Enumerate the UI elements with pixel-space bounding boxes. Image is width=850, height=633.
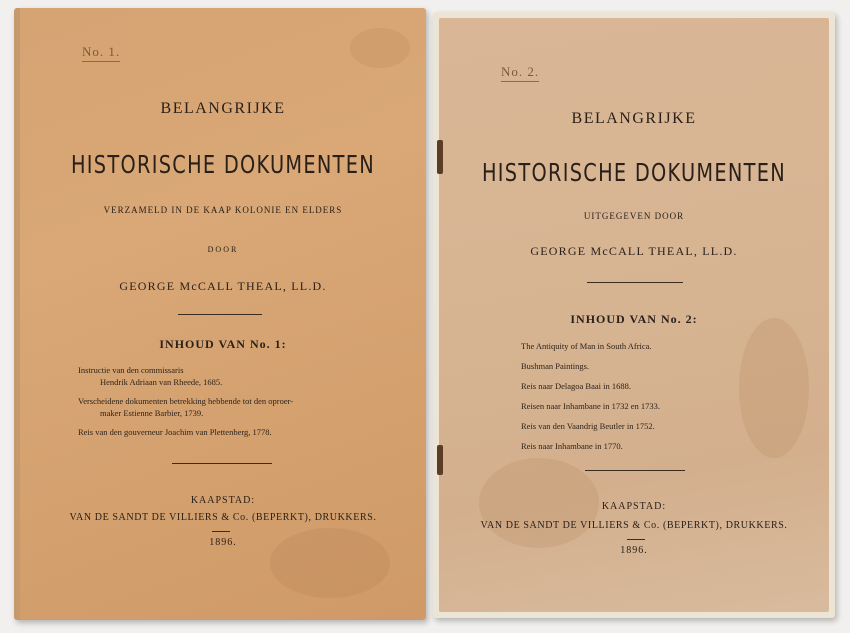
contents-list: [78, 364, 408, 445]
author: GEORGE McCALL THEAL, LL.D.: [530, 244, 738, 258]
place: KAAPSTAD:: [601, 501, 667, 512]
spine-tear: [437, 445, 443, 475]
year: 1896.: [209, 537, 237, 548]
list-item: Hendrik Adriaan van Rheede, 1685.: [100, 377, 223, 387]
author: GEORGE McCALL THEAL, LL.D.: [119, 279, 327, 293]
cover-paper: [439, 18, 829, 612]
divider: [627, 539, 645, 540]
year: 1896.: [620, 545, 648, 556]
subtitle: VERZAMELD IN DE KAAP KOLONIE EN ELDERS: [103, 205, 343, 215]
book-cover-no-2: [433, 12, 835, 618]
printer: VAN DE SANDT DE VILLIERS & Co. (BEPERKT), DRUKKERS.: [69, 512, 377, 523]
list-item: Reis van den Vaandrig Beutler in 1752.: [521, 421, 655, 431]
printer: VAN DE SANDT DE VILLIERS & Co. (BEPERKT), DRUKKERS.: [480, 520, 788, 531]
list-item: Instructie van den commissaris: [78, 365, 184, 375]
volume-number: No. 1.: [82, 44, 120, 62]
divider: [172, 463, 272, 464]
divider: [212, 531, 230, 532]
title-main: HISTORISCHE DOKUMENTEN: [481, 158, 787, 187]
divider: [585, 470, 685, 471]
stain: [350, 28, 410, 68]
title-main: HISTORISCHE DOKUMENTEN: [70, 150, 376, 179]
contents-list: [521, 340, 801, 460]
list-item: The Antiquity of Man in South Africa.: [521, 341, 652, 351]
list-item: Verscheidene dokumenten betrekking hebbende tot den oproer-: [78, 396, 294, 406]
list-item: maker Estienne Barbier, 1739.: [100, 408, 204, 418]
contents-heading: INHOUD VAN No. 1:: [159, 337, 287, 351]
door-label: DOOR: [207, 245, 239, 254]
volume-number: No. 2.: [501, 64, 539, 82]
list-item: Reisen naar Inhambane in 1732 en 1733.: [521, 401, 661, 411]
title-top: BELANGRIJKE: [571, 110, 697, 127]
place: KAAPSTAD:: [190, 495, 256, 506]
list-item: Reis naar Delagoa Baai in 1688.: [521, 381, 631, 391]
list-item: Bushman Paintings.: [521, 361, 590, 371]
book-cover-no-1: [14, 8, 426, 620]
list-item: Reis naar Inhambane in 1770.: [521, 441, 623, 451]
title-top: BELANGRIJKE: [160, 100, 286, 117]
subtitle: UITGEGEVEN DOOR: [583, 211, 685, 221]
divider: [587, 282, 683, 283]
divider: [178, 314, 262, 315]
contents-heading: INHOUD VAN No. 2:: [570, 312, 698, 326]
spine-tear: [437, 140, 443, 174]
list-item: Reis van den gouverneur Joachim van Plettenberg, 1778.: [78, 427, 272, 437]
